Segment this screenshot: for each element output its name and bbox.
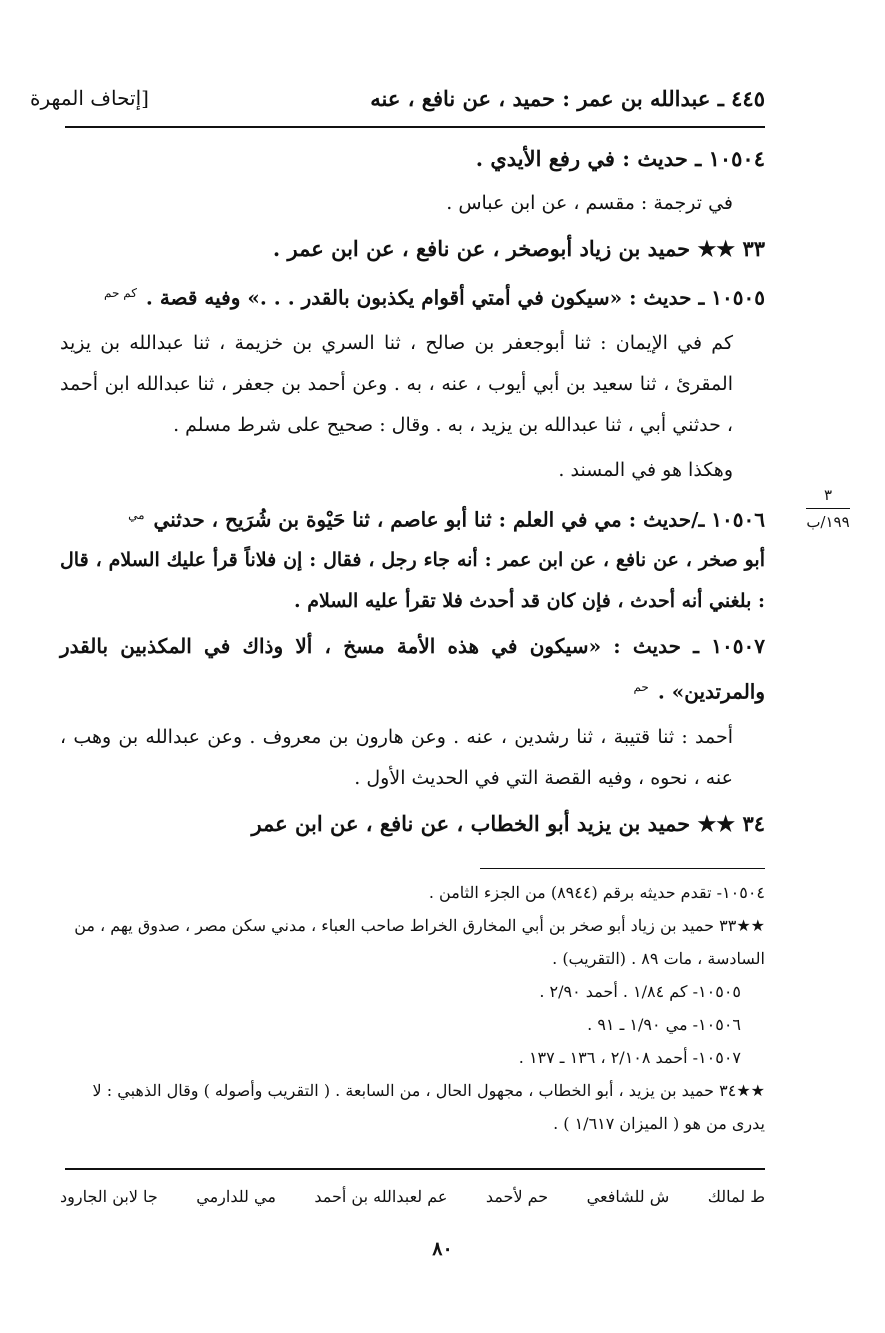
manuscript-folio-note bbox=[800, 486, 856, 531]
main-text bbox=[60, 138, 765, 848]
hadith-10507-siglum: حم bbox=[633, 680, 649, 695]
legend-rule bbox=[65, 1168, 765, 1170]
hadith-10507-text: أحمد : ثنا قتيبة ، ثنا رشدين ، عنه . وعن هارون بن معروف . وعن عبدالله بن وهب ، عنه ، نحوه ، وفيه القصة التي في الحديث الأول . bbox=[60, 725, 733, 789]
legend-item: جا لابن الجارود bbox=[60, 1187, 158, 1206]
footnote-10504: ١٠٥٠٤- تقدم حديثه برقم (٨٩٤٤) من الجزء الثامن . bbox=[428, 883, 765, 902]
hadith-10505-heading bbox=[60, 273, 765, 319]
hadith-10506-text: أبو صخر ، عن نافع ، عن ابن عمر : أنه جاء رجل ، فقال : إن فلاناً قرأ عليك السلام ، قال : بلغني أنه أحدث ، فإن كان قد أحدث فلا تقرأ عليه السلام . bbox=[60, 549, 765, 613]
hadith-10506-siglum: مي bbox=[128, 507, 145, 522]
page-number: ٨٠ bbox=[432, 1238, 453, 1260]
hadith-10506-title: ١٠٥٠٦ ـ/حديث : مي في العلم : ثنا أبو عاصم ، ثنا حَيْوة بن شُرَيح ، حدثني bbox=[153, 507, 765, 532]
hadith-10505-siglum: كم حم bbox=[104, 286, 137, 300]
hadith-10504-text: في ترجمة : مقسم ، عن ابن عباس . bbox=[446, 192, 733, 214]
footnotes bbox=[60, 876, 765, 1140]
folio-note-divider bbox=[806, 508, 850, 509]
folio-note-bottom: ١٩٩/ب bbox=[806, 513, 850, 531]
siglum-legend bbox=[60, 1182, 765, 1212]
narrator-33-heading: ٣٣ ★★ حميد بن زياد أبوصخر ، عن نافع ، عن ابن عمر . bbox=[272, 236, 765, 261]
narrator-34-heading: ٣٤ ★★ حميد بن يزيد أبو الخطاب ، عن نافع ، عن ابن عمر bbox=[251, 810, 765, 836]
legend-item: ط لمالك bbox=[707, 1187, 765, 1206]
legend-item: ش للشافعي bbox=[586, 1187, 670, 1206]
legend-item: مي للدارمي bbox=[196, 1187, 276, 1206]
legend-item: حم لأحمد bbox=[485, 1187, 549, 1206]
header-rule bbox=[65, 126, 765, 128]
hadith-10505-title: ١٠٥٠٥ ـ حديث : «سيكون في أمتي أقوام يكذبون بالقدر . . .» وفيه قصة . bbox=[145, 285, 765, 310]
hadith-10504-heading: ١٠٥٠٤ ـ حديث : في رفع الأيدي . bbox=[475, 146, 765, 171]
footnote-10505: ١٠٥٠٥- كم ١/٨٤ . أحمد ٢/٩٠ . bbox=[539, 982, 741, 1001]
page-header bbox=[30, 78, 765, 118]
footnote-10506: ١٠٥٠٦- مي ١/٩٠ ـ ٩١ . bbox=[587, 1015, 741, 1034]
footnote-rule bbox=[480, 868, 765, 869]
footnote-narrator-33: ★★٣٣ حميد بن زياد أبو صخر بن أبي المخارق الخراط صاحب العباء ، مدني سكن مصر ، صدوق يهم ، من السادسة ، مات ٨٩ . (التقريب) . bbox=[74, 916, 765, 968]
hadith-10505-note: وهكذا هو في المسند . bbox=[558, 458, 733, 481]
book-title: [إتحاف المهرة bbox=[30, 86, 149, 110]
footnote-narrator-34: ★★٣٤ حميد بن يزيد ، أبو الخطاب ، مجهول الحال ، من السابعة . ( التقريب وأصوله ) وقال الذهبي : لا يدرى من هو ( الميزان ١/٦١٧ ) . bbox=[92, 1081, 765, 1133]
hadith-10507-title: ١٠٥٠٧ ـ حديث : «سيكون في هذه الأمة مسخ ، ألا وذاك في المكذبين بالقدر والمرتدين» . bbox=[60, 634, 765, 704]
legend-item: عم لعبدالله بن أحمد bbox=[314, 1187, 448, 1206]
hadith-10505-text: كم في الإيمان : ثنا أبوجعفر بن صالح ، ثنا السري بن خزيمة ، ثنا عبدالله بن يزيد المقرئ ، ثنا سعيد بن أبي أيوب ، عنه ، به . وعن أحمد بن جعفر ، ثنا عبدالله ابن أحمد ، حدثني أبي ، ثنا عبدالله بن يزيد ، به . وقال : صحيح على شرط مسلم . bbox=[60, 331, 733, 436]
folio-note-top: ٣ bbox=[823, 486, 833, 504]
running-title: ٤٤٥ ـ عبدالله بن عمر : حميد ، عن نافع ، عنه bbox=[370, 85, 765, 111]
hadith-10506-heading bbox=[60, 495, 765, 541]
hadith-10507-heading bbox=[60, 626, 765, 713]
footnote-10507: ١٠٥٠٧- أحمد ٢/١٠٨ ، ١٣٦ ـ ١٣٧ . bbox=[518, 1048, 741, 1067]
